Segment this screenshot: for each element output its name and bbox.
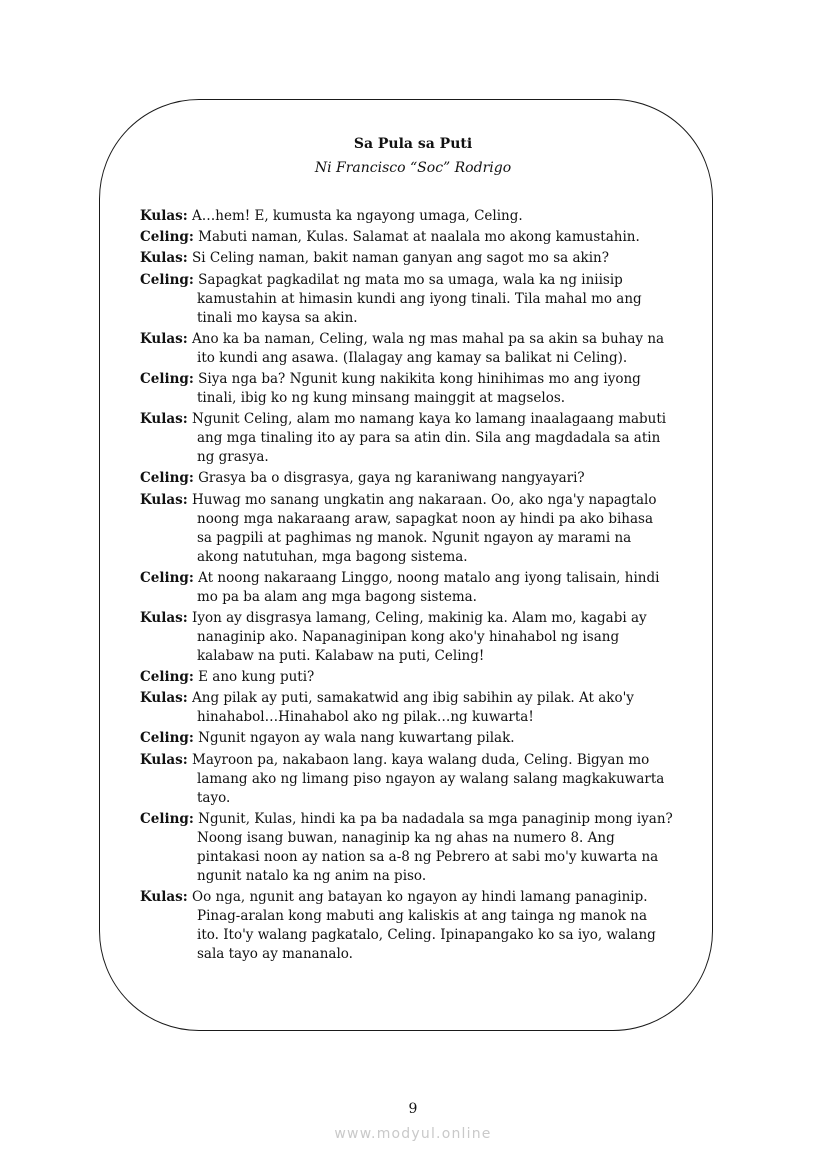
speaker-name: Celing: xyxy=(140,730,194,747)
speaker-name: Celing: xyxy=(140,271,194,288)
dialogue-text: sa pagpili at paghimas ng manok. Ngunit ngayon ay marami na xyxy=(197,529,632,546)
story-author: Ni Francisco “Soc” Rodrigo xyxy=(314,160,512,176)
dialogue-text: Siya nga ba? Ngunit kung nakikita kong hinihimas mo ang iyong xyxy=(198,370,641,387)
dialogue-line xyxy=(140,207,676,226)
dialogue-text: kamustahin at himasin kundi ang iyong tinali. Tila mahal mo ang xyxy=(197,290,642,307)
dialogue-text: Ano ka ba naman, Celing, wala ng mas mahal pa sa akin sa buhay na xyxy=(192,330,665,347)
dialogue-text: sala tayo ay mananalo. xyxy=(197,946,353,962)
dialogue-line xyxy=(140,888,676,964)
dialogue-text: A…hem! E, kumusta ka ngayong umaga, Celing. xyxy=(192,208,523,224)
dialogue-text: Mayroon pa, nakabaon lang. kaya walang duda, Celing. Bigyan mo xyxy=(192,751,650,768)
dialogue-text: Ngunit Celing, alam mo namang kaya ko lamang inaalagaang mabuti xyxy=(192,411,667,428)
dialogue-text: pintakasi noon ay nation sa a-8 ng Pebrero at sabi mo'y kuwarta na xyxy=(197,848,659,865)
dialogue-text: akong natutuhan, mga bagong sistema. xyxy=(197,548,468,565)
dialogue-text: At noong nakaraang Linggo, noong matalo ang iyong talisain, hindi xyxy=(198,569,660,586)
dialogue-text: Sapagkat pagkadilat ng mata mo sa umaga, wala ka ng iniisip xyxy=(198,271,623,288)
dialogue-text: Si Celing naman, bakit naman ganyan ang sagot mo sa akin? xyxy=(192,250,609,267)
speaker-name: Kulas: xyxy=(140,751,188,768)
dialogue-text: Noong isang buwan, nanaginip ka ng ahas na numero 8. Ang xyxy=(197,829,615,846)
dialogue-line xyxy=(140,569,676,607)
dialogue-text: E ano kung puti? xyxy=(198,669,315,686)
speaker-name: Kulas: xyxy=(140,491,188,508)
dialogue-text: lamang ako ng limang piso ngayon ay walang salang magkakuwarta xyxy=(197,770,665,787)
dialogue-text: Ang pilak ay puti, samakatwid ang ibig sabihin ay pilak. At ako'y xyxy=(192,690,634,707)
dialogue-text: mo pa ba alam ang mga bagong sistema. xyxy=(197,588,477,605)
dialogue-text: ito kundi ang asawa. (Ilalagay ang kamay sa balikat ni Celing). xyxy=(197,349,628,366)
watermark: www.modyul.online xyxy=(334,1126,492,1142)
dialogue-text: nanaginip ako. Napanaginipan kong ako'y hinahabol ng isang xyxy=(197,628,620,645)
dialogue-line xyxy=(140,810,676,886)
dialogue-line xyxy=(140,249,676,268)
speaker-name: Kulas: xyxy=(140,208,188,224)
dialogue-line xyxy=(140,689,676,727)
dialogue-line xyxy=(140,410,676,467)
speaker-name: Kulas: xyxy=(140,330,188,347)
speaker-name: Kulas: xyxy=(140,250,188,267)
dialogue-text: tinali, ibig ko ng kung minsang mainggit at magselos. xyxy=(197,389,566,406)
dialogue-text: Oo nga, ngunit ang batayan ko ngayon ay hindi lamang panaginip. xyxy=(192,889,648,905)
speaker-name: Celing: xyxy=(140,229,194,246)
dialogue-line xyxy=(140,370,676,408)
dialogue-text: ng grasya. xyxy=(197,449,269,466)
dialogue-text: Ngunit ngayon ay wala nang kuwartang pilak. xyxy=(198,730,515,747)
dialogue-text: Mabuti naman, Kulas. Salamat at naalala mo akong kamustahin. xyxy=(198,229,640,246)
dialogue-line xyxy=(140,491,676,567)
speaker-name: Celing: xyxy=(140,669,194,686)
dialogue-text: Ngunit, Kulas, hindi ka pa ba nadadala sa mga panaginip mong iyan? xyxy=(198,810,673,827)
dialogue-line xyxy=(140,228,676,247)
page-number: 9 xyxy=(408,1101,418,1117)
dialogue-text: noong mga nakaraang araw, sapagkat noon ay hindi pa ako bihasa xyxy=(197,510,654,527)
speaker-name: Celing: xyxy=(140,370,194,387)
dialogue-line xyxy=(140,668,676,687)
dialogue-text: tinali mo kaysa sa akin. xyxy=(197,309,358,326)
speaker-name: Celing: xyxy=(140,470,194,487)
dialogue-line xyxy=(140,729,676,748)
speaker-name: Celing: xyxy=(140,810,194,827)
dialogue-line xyxy=(140,330,676,368)
dialogue-text: Pinag-aralan kong mabuti ang kaliskis at ang tainga ng manok na xyxy=(197,908,648,924)
story-title: Sa Pula sa Puti xyxy=(353,136,473,152)
dialogue-list xyxy=(140,207,676,966)
speaker-name: Kulas: xyxy=(140,889,188,905)
dialogue-line xyxy=(140,751,676,808)
dialogue-text: ito. Ito'y walang pagkatalo, Celing. Ipinapangako ko sa iyo, walang xyxy=(197,927,656,943)
dialogue-text: Grasya ba o disgrasya, gaya ng karaniwang nangyayari? xyxy=(198,470,585,487)
dialogue-text: kalabaw na puti. Kalabaw na puti, Celing! xyxy=(197,647,485,664)
dialogue-text: Iyon ay disgrasya lamang, Celing, makinig ka. Alam mo, kagabi ay xyxy=(192,609,647,626)
speaker-name: Kulas: xyxy=(140,690,188,707)
dialogue-text: hinahabol…Hinahabol ako ng pilak…ng kuwarta! xyxy=(197,709,534,726)
dialogue-text: tayo. xyxy=(197,789,231,806)
dialogue-line xyxy=(140,271,676,328)
dialogue-text: ang mga tinaling ito ay para sa atin din. Sila ang magdadala sa atin xyxy=(197,430,661,447)
dialogue-text: ngunit natalo ka ng anim na piso. xyxy=(197,867,427,884)
dialogue-line xyxy=(140,609,676,666)
speaker-name: Celing: xyxy=(140,569,194,586)
speaker-name: Kulas: xyxy=(140,411,188,428)
dialogue-line xyxy=(140,469,676,488)
dialogue-text: Huwag mo sanang ungkatin ang nakaraan. Oo, ako nga'y napagtalo xyxy=(192,491,657,508)
speaker-name: Kulas: xyxy=(140,609,188,626)
